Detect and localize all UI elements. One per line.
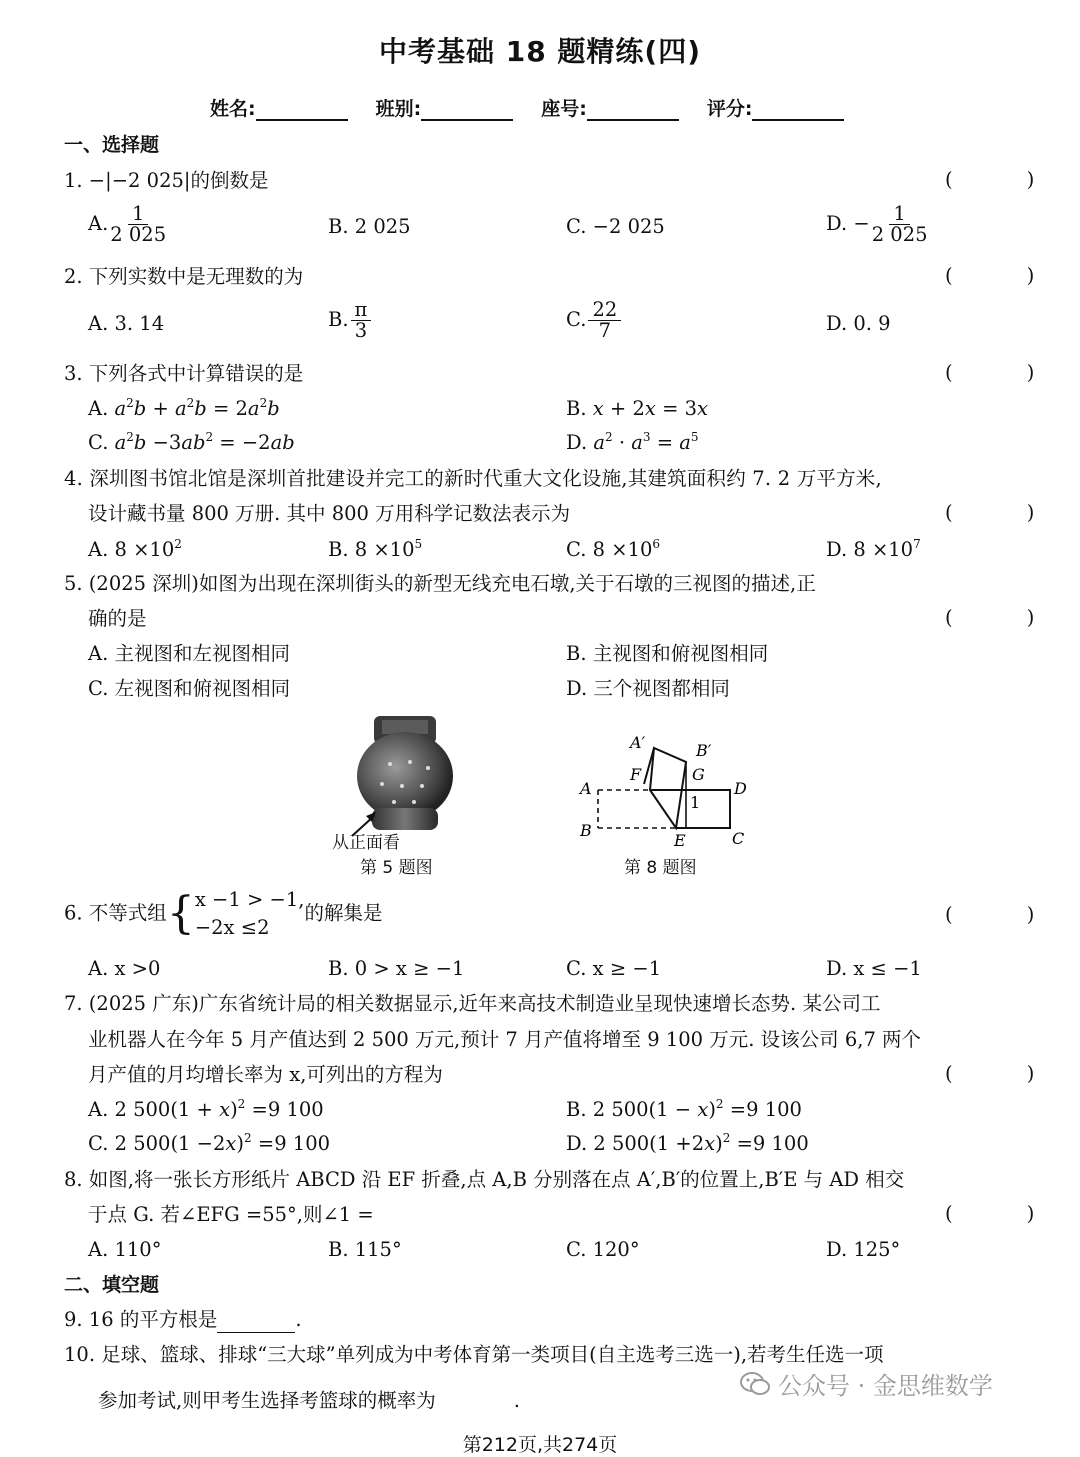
fig8-label-angle1: 1 (690, 793, 701, 812)
q6-option-a[interactable]: A. x >0 (88, 957, 161, 980)
q6-answer-paren[interactable]: ( ) (945, 903, 1069, 926)
q6-option-d[interactable]: D. x ≤ −1 (826, 957, 922, 980)
q2-option-d[interactable]: D. 0. 9 (826, 312, 891, 335)
section-choice-heading: 一、选择题 (64, 134, 160, 156)
pier-sphere (357, 732, 453, 820)
q7-option-c[interactable]: C. 2 $500(1 -2x)^2 =9$ 100 (88, 1131, 331, 1155)
q2-answer-paren[interactable]: ( ) (945, 264, 1069, 287)
q5-option-d[interactable]: D. 三个视图都相同 (566, 677, 730, 700)
q8-option-a[interactable]: A. 110° (88, 1238, 162, 1261)
figure-8-folded-rectangle (570, 728, 770, 850)
page-title: 中考基础 18 题精练(四) (378, 35, 702, 68)
q9-blank[interactable] (217, 1312, 295, 1333)
figure-5-caption: 第 5 题图 (360, 858, 433, 878)
q7-option-a[interactable]: A. 2 $500(1 + x)^2 =9$ 100 (88, 1097, 324, 1121)
q9-stem: 9. 16 的平方根是 . (64, 1308, 302, 1331)
q3-option-a[interactable]: A. $a^2b + a^2b = 2a^2b$ (88, 396, 280, 420)
class-field[interactable]: 班别: (376, 94, 514, 121)
q6-ineq-1: x −1 > −1, (194, 888, 305, 911)
figure-5-view-label: 从正面看 (332, 833, 400, 853)
fig8-label-b1: B′ (696, 741, 712, 760)
q8-option-c[interactable]: C. 120° (566, 1238, 640, 1261)
section-fill-heading: 二、填空题 (64, 1274, 160, 1296)
fig8-label-d: D (734, 779, 747, 798)
q7-option-d[interactable]: D. 2 $500(1 +2x)^2 =9$ 100 (566, 1131, 809, 1155)
fig8-label-e: E (674, 831, 686, 850)
q8-option-d[interactable]: D. 125° (826, 1238, 901, 1261)
q3-option-b[interactable]: B. x + 2x = 3x (566, 397, 709, 420)
fig8-label-a: A (580, 779, 592, 798)
q6-stem: 6. 不等式组{ x −1 > −1, −2x ≤2 的解集是 (64, 886, 382, 942)
q6-option-b[interactable]: B. 0 > x ≥ −1 (328, 957, 465, 980)
q1-option-a[interactable]: A. $\frac{1}{2 025}$ (88, 202, 167, 246)
q8-answer-paren[interactable]: ( ) (945, 1202, 1069, 1225)
q2-option-b[interactable]: B. $\frac{\pi}{3}$ (328, 300, 373, 341)
q6-option-c[interactable]: C. x ≥ −1 (566, 957, 662, 980)
wechat-icon (740, 1371, 770, 1397)
name-field[interactable]: 姓名: (210, 94, 348, 121)
q1-stem: 1. −|−2 025|的倒数是 (64, 169, 269, 192)
q4-line1: 4. 深圳图书馆北馆是深圳首批建设并完工的新时代重大文化设施,其建筑面积约 7. 2 万平方米, (64, 467, 882, 490)
q10-blank[interactable] (436, 1393, 514, 1414)
student-info-row (210, 94, 910, 121)
q2-option-c[interactable]: C. $\frac{22}{7}$ (566, 300, 623, 341)
page-number: 第212页,共274页 (462, 1434, 618, 1456)
pier-base (372, 808, 438, 830)
q1-answer-paren[interactable]: ( ) (945, 168, 1069, 191)
q10-line2: 参加考试,则甲考生选择考篮球的概率为 . (98, 1389, 520, 1412)
q6-ineq-2: −2x ≤2 (194, 916, 270, 939)
q4-option-b[interactable]: B. $8 \times 10^5$ (328, 537, 423, 561)
q4-option-c[interactable]: C. $8 \times 10^6$ (566, 537, 661, 561)
q5-option-a[interactable]: A. 主视图和左视图相同 (88, 642, 290, 665)
figure-5-stone-pier (330, 712, 480, 842)
q3-stem: 3. 下列各式中计算错误的是 (64, 362, 304, 385)
q5-line2: 确的是 (88, 607, 147, 630)
q3-option-d[interactable]: D. $a^2 \cdot a^3 = a^5$ (566, 430, 699, 454)
q3-option-c[interactable]: C. $a^2b -3ab^2 = -2ab$ (88, 430, 295, 454)
q5-answer-paren[interactable]: ( ) (945, 606, 1069, 629)
q7-option-b[interactable]: B. 2 $500(1 - x)^2 =9$ 100 (566, 1097, 802, 1121)
figure-8-caption: 第 8 题图 (624, 858, 697, 878)
q5-line1: 5. (2025 深圳)如图为出现在深圳街头的新型无线充电石墩,关于石墩的三视图的描述,正 (64, 572, 816, 595)
q5-option-b[interactable]: B. 主视图和俯视图相同 (566, 642, 769, 665)
fig8-label-b: B (580, 821, 592, 840)
q1-option-d[interactable]: D. − $\frac{1}{2 025}$ (826, 202, 928, 246)
score-field[interactable]: 评分: (707, 94, 845, 121)
seat-field[interactable]: 座号: (541, 94, 679, 121)
q4-option-a[interactable]: A. $8 \times 10^2$ (88, 537, 182, 561)
q7-line3: 月产值的月均增长率为 x,可列出的方程为 (88, 1063, 443, 1086)
q8-line1: 8. 如图,将一张长方形纸片 ABCD 沿 EF 折叠,点 A,B 分别落在点 A′,B′的位置上,B′E 与 AD 相交 (64, 1168, 905, 1191)
fig8-label-a1: A′ (630, 733, 646, 752)
fig8-label-c: C (732, 829, 745, 848)
q1-option-b[interactable]: B. 2 025 (328, 215, 411, 238)
q2-option-a[interactable]: A. 3. 14 (88, 312, 165, 335)
q10-line1: 10. 足球、篮球、排球“三大球”单列成为中考体育第一类项目(自主选考三选一),若考生任选一项 (64, 1343, 884, 1366)
q8-option-b[interactable]: B. 115° (328, 1238, 402, 1261)
watermark: 公众号 · 金思维数学 (740, 1366, 993, 1401)
fig8-label-f: F (630, 765, 642, 784)
q7-line2: 业机器人在今年 5 月产值达到 2 500 万元,预计 7 月产值将增至 9 100 万元. 设该公司 6,7 两个 (88, 1028, 922, 1051)
q8-line2: 于点 G. 若∠EFG =55°,则∠1 = (88, 1203, 374, 1226)
q2-stem: 2. 下列实数中是无理数的为 (64, 265, 304, 288)
q1-option-c[interactable]: C. −2 025 (566, 215, 665, 238)
q4-option-d[interactable]: D. $8 \times 10^7$ (826, 537, 921, 561)
q5-option-c[interactable]: C. 左视图和俯视图相同 (88, 677, 291, 700)
fig8-label-g: G (692, 765, 705, 784)
q3-answer-paren[interactable]: ( ) (945, 361, 1069, 384)
q4-answer-paren[interactable]: ( ) (945, 501, 1069, 524)
q7-line1: 7. (2025 广东)广东省统计局的相关数据显示,近年来高技术制造业呈现快速增长态势. 某公司工 (64, 992, 881, 1015)
q7-answer-paren[interactable]: ( ) (945, 1062, 1069, 1085)
q4-line2: 设计藏书量 800 万册. 其中 800 万用科学记数法表示为 (88, 502, 571, 525)
